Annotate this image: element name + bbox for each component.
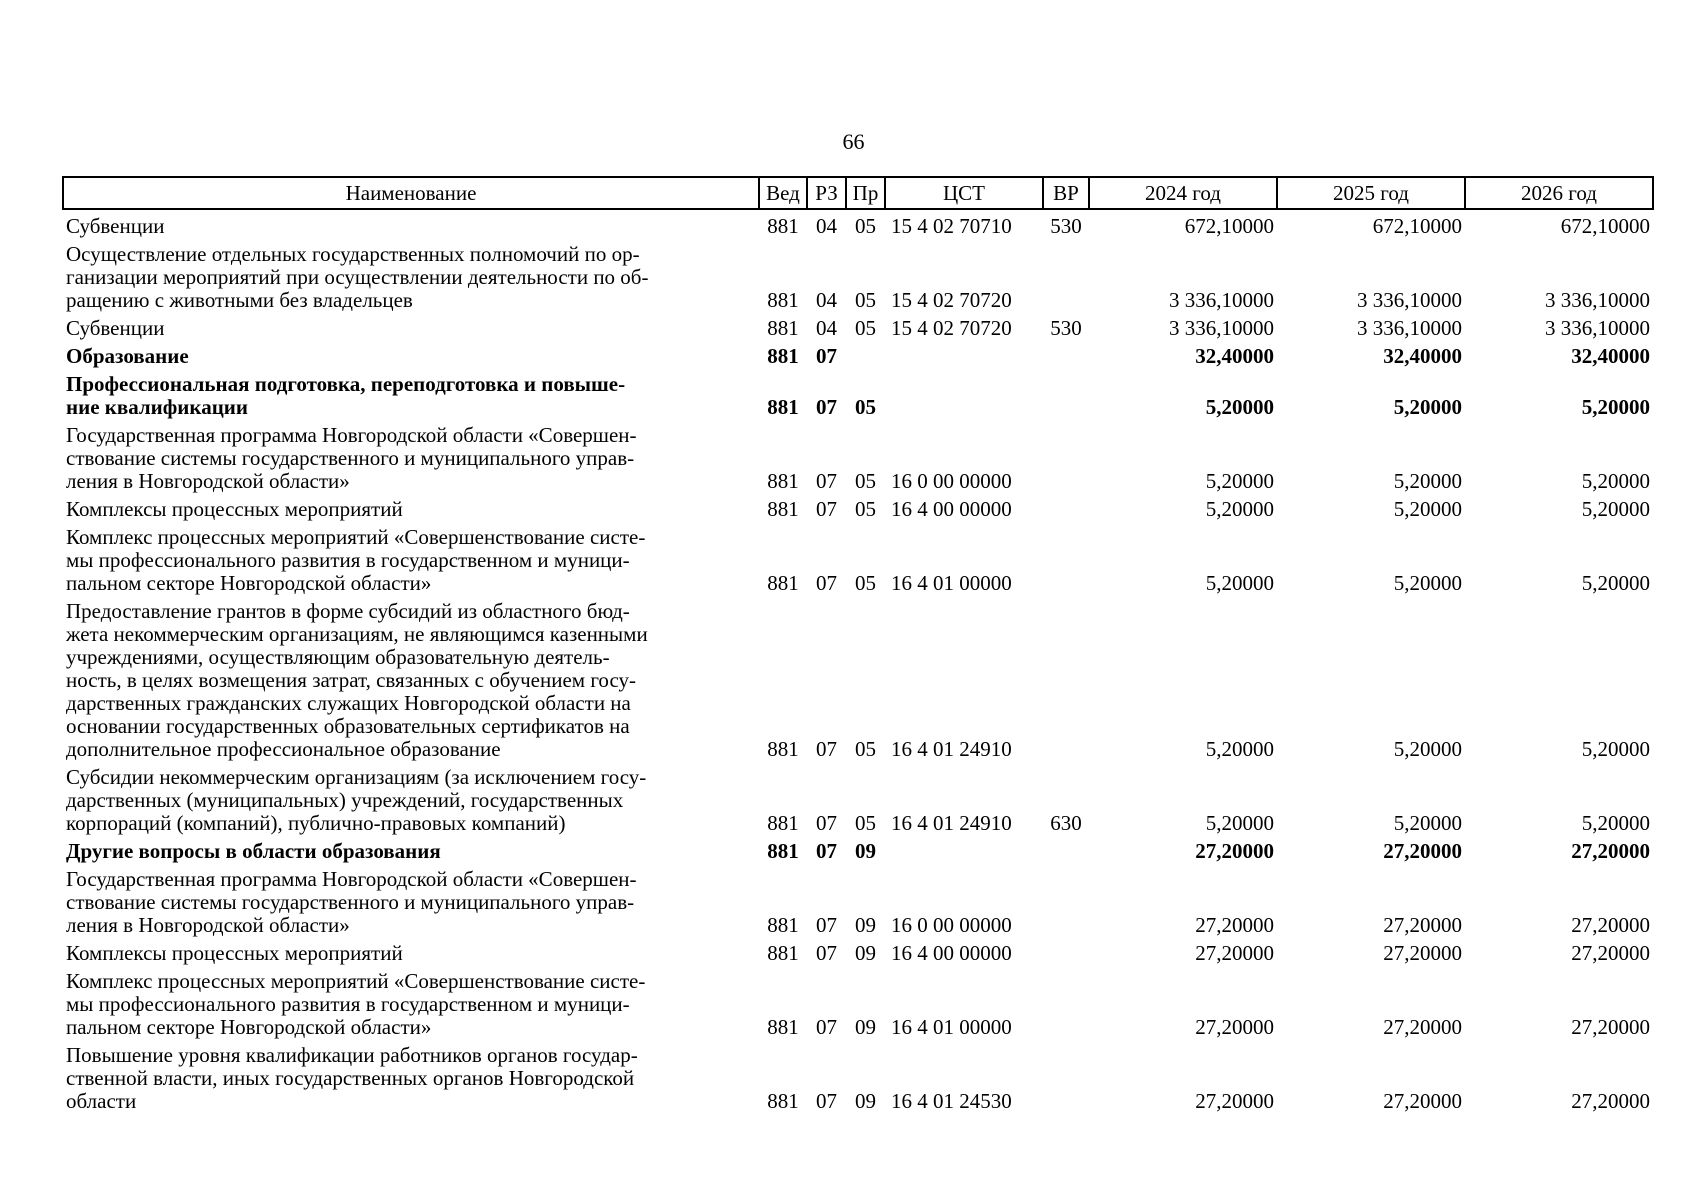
amount-2026-cell: 3 336,10000 <box>1545 316 1650 340</box>
amount-2025-cell: 5,20000 <box>1393 571 1462 595</box>
vr-cell <box>1043 937 1089 965</box>
amount-2026-cell: 27,20000 <box>1571 913 1650 937</box>
pr-cell: 05 <box>855 316 876 340</box>
amount-2026-cell: 5,20000 <box>1581 469 1650 493</box>
table-row <box>63 863 1653 937</box>
name-line: ственной власти, иных государственных органов Новгородской <box>66 1066 635 1090</box>
cst-cell: 16 4 00 00000 <box>891 941 1012 965</box>
name-line: ствование системы государственного и муниципального управ- <box>66 890 635 914</box>
name-cell <box>63 595 759 761</box>
column-header: РЗ <box>807 177 846 209</box>
ved-cell: 881 <box>767 737 799 761</box>
cst-cell: 15 4 02 70710 <box>891 214 1012 238</box>
name-line: Комплекс процессных мероприятий «Совершенствование систе- <box>66 969 646 993</box>
vr-cell: 630 <box>1050 811 1082 835</box>
vr-cell <box>1043 238 1089 312</box>
amount-2025-cell: 32,40000 <box>1383 344 1462 368</box>
table-body <box>63 209 1653 1113</box>
vr-cell <box>1043 340 1089 368</box>
column-header: ВР <box>1043 177 1089 209</box>
amount-2025-cell: 27,20000 <box>1383 839 1462 863</box>
ved-cell: 881 <box>767 214 799 238</box>
name-line: ления в Новгородской области» <box>66 469 350 493</box>
cst-cell: 16 4 01 24530 <box>891 1089 1012 1113</box>
cst-cell <box>885 368 1043 419</box>
name-line: ления в Новгородской области» <box>66 913 350 937</box>
amount-2024-cell: 32,40000 <box>1195 344 1274 368</box>
name-line: Комплексы процессных мероприятий <box>66 941 403 965</box>
amount-2025-cell: 3 336,10000 <box>1357 288 1462 312</box>
table-row <box>63 419 1653 493</box>
name-cell <box>63 312 759 340</box>
amount-2024-cell: 5,20000 <box>1205 395 1274 419</box>
name-line: Субсидии некоммерческим организациям (за исключением госу- <box>66 765 647 789</box>
ved-cell: 881 <box>767 811 799 835</box>
amount-2024-cell: 3 336,10000 <box>1169 288 1274 312</box>
amount-2026-cell: 672,10000 <box>1560 214 1650 238</box>
name-cell <box>63 835 759 863</box>
amount-2025-cell: 672,10000 <box>1372 214 1462 238</box>
vr-cell <box>1043 835 1089 863</box>
pr-cell <box>846 340 885 368</box>
rz-cell: 07 <box>816 571 837 595</box>
name-line: Образование <box>66 344 189 368</box>
table-row <box>63 312 1653 340</box>
name-line: дарственных гражданских служащих Новгородской области на <box>66 691 631 715</box>
name-line: Субвенции <box>66 316 165 340</box>
amount-2026-cell: 27,20000 <box>1571 1015 1650 1039</box>
name-line: ращению с животными без владельцев <box>66 288 413 312</box>
column-header: ЦСТ <box>885 177 1043 209</box>
table-row <box>63 493 1653 521</box>
amount-2024-cell: 3 336,10000 <box>1169 316 1274 340</box>
rz-cell: 07 <box>816 497 837 521</box>
ved-cell: 881 <box>767 395 799 419</box>
pr-cell: 05 <box>855 737 876 761</box>
name-line: Другие вопросы в области образования <box>66 839 441 863</box>
rz-cell: 07 <box>816 811 837 835</box>
pr-cell: 05 <box>855 469 876 493</box>
table-row <box>63 1039 1653 1113</box>
amount-2026-cell: 27,20000 <box>1571 839 1650 863</box>
name-cell <box>63 340 759 368</box>
rz-cell: 04 <box>816 288 837 312</box>
amount-2024-cell: 27,20000 <box>1195 941 1274 965</box>
ved-cell: 881 <box>767 839 799 863</box>
rz-cell: 04 <box>816 214 837 238</box>
amount-2025-cell: 27,20000 <box>1383 1089 1462 1113</box>
table-row <box>63 340 1653 368</box>
table-row <box>63 937 1653 965</box>
table-row <box>63 238 1653 312</box>
vr-cell <box>1043 368 1089 419</box>
cst-cell: 16 4 01 00000 <box>891 571 1012 595</box>
rz-cell: 07 <box>816 839 837 863</box>
cst-cell <box>885 835 1043 863</box>
amount-2024-cell: 27,20000 <box>1195 1089 1274 1113</box>
page-number: 66 <box>842 129 865 154</box>
amount-2025-cell: 5,20000 <box>1393 737 1462 761</box>
name-line: Комплекс процессных мероприятий «Совершенствование систе- <box>66 525 646 549</box>
name-cell <box>63 521 759 595</box>
rz-cell: 07 <box>816 395 837 419</box>
amount-2025-cell: 27,20000 <box>1383 913 1462 937</box>
column-header: 2026 год <box>1465 177 1653 209</box>
amount-2026-cell: 5,20000 <box>1581 811 1650 835</box>
cst-cell: 16 4 01 00000 <box>891 1015 1012 1039</box>
amount-2026-cell: 27,20000 <box>1571 1089 1650 1113</box>
table-row <box>63 595 1653 761</box>
rz-cell: 07 <box>816 1015 837 1039</box>
name-line: основании государственных образовательных сертификатов на <box>66 714 630 738</box>
cst-cell <box>885 340 1043 368</box>
amount-2025-cell: 3 336,10000 <box>1357 316 1462 340</box>
amount-2025-cell: 27,20000 <box>1383 1015 1462 1039</box>
vr-cell <box>1043 419 1089 493</box>
name-line: Государственная программа Новгородской области «Совершен- <box>66 423 637 447</box>
vr-cell <box>1043 965 1089 1039</box>
ved-cell: 881 <box>767 469 799 493</box>
amount-2024-cell: 5,20000 <box>1205 469 1274 493</box>
amount-2026-cell: 5,20000 <box>1581 737 1650 761</box>
name-line: ность, в целях возмещения затрат, связанных с обучением госу- <box>66 668 636 692</box>
ved-cell: 881 <box>767 344 799 368</box>
name-line: Субвенции <box>66 214 165 238</box>
cst-cell: 16 0 00 00000 <box>891 469 1012 493</box>
name-line: Профессиональная подготовка, переподготовка и повыше- <box>66 372 626 396</box>
name-line: дарственных (муниципальных) учреждений, государственных <box>66 788 624 812</box>
name-line: Государственная программа Новгородской области «Совершен- <box>66 867 637 891</box>
name-cell <box>63 937 759 965</box>
table-row <box>63 209 1653 238</box>
name-cell <box>63 965 759 1039</box>
amount-2024-cell: 5,20000 <box>1205 811 1274 835</box>
amount-2025-cell: 5,20000 <box>1393 497 1462 521</box>
vr-cell <box>1043 1039 1089 1113</box>
name-line: Осуществление отдельных государственных полномочий по ор- <box>66 242 640 266</box>
cst-cell: 16 4 00 00000 <box>891 497 1012 521</box>
vr-cell: 530 <box>1050 214 1082 238</box>
amount-2026-cell: 32,40000 <box>1571 344 1650 368</box>
name-cell <box>63 238 759 312</box>
cst-cell: 16 4 01 24910 <box>891 811 1012 835</box>
amount-2025-cell: 5,20000 <box>1393 811 1462 835</box>
amount-2025-cell: 5,20000 <box>1393 395 1462 419</box>
name-line: области <box>66 1089 137 1113</box>
column-header: Пр <box>846 177 885 209</box>
table-row <box>63 965 1653 1039</box>
name-cell <box>63 493 759 521</box>
table-header <box>63 177 1653 209</box>
rz-cell: 07 <box>816 913 837 937</box>
rz-cell: 07 <box>816 1089 837 1113</box>
pr-cell: 09 <box>855 1089 876 1113</box>
table-row <box>63 835 1653 863</box>
vr-cell: 530 <box>1050 316 1082 340</box>
pr-cell: 05 <box>855 497 876 521</box>
amount-2025-cell: 27,20000 <box>1383 941 1462 965</box>
rz-cell: 07 <box>816 737 837 761</box>
ved-cell: 881 <box>767 913 799 937</box>
name-line: Комплексы процессных мероприятий <box>66 497 403 521</box>
name-line: Повышение уровня квалификации работников органов государ- <box>66 1043 638 1067</box>
name-cell <box>63 1039 759 1113</box>
cst-cell: 15 4 02 70720 <box>891 316 1012 340</box>
vr-cell <box>1043 863 1089 937</box>
ved-cell: 881 <box>767 288 799 312</box>
rz-cell: 04 <box>816 316 837 340</box>
amount-2026-cell: 27,20000 <box>1571 941 1650 965</box>
name-line: мы профессионального развития в государственном и муници- <box>66 992 630 1016</box>
table-row <box>63 761 1653 835</box>
pr-cell: 05 <box>855 288 876 312</box>
vr-cell <box>1043 493 1089 521</box>
amount-2025-cell: 5,20000 <box>1393 469 1462 493</box>
vr-cell <box>1043 521 1089 595</box>
name-cell <box>63 863 759 937</box>
pr-cell: 09 <box>855 913 876 937</box>
name-line: корпораций (компаний), публично-правовых компаний) <box>66 811 566 835</box>
name-cell <box>63 761 759 835</box>
amount-2024-cell: 5,20000 <box>1205 737 1274 761</box>
name-line: учреждениями, осуществляющим образовательную деятель- <box>66 645 610 669</box>
rz-cell: 07 <box>816 344 837 368</box>
amount-2026-cell: 5,20000 <box>1581 497 1650 521</box>
name-line: дополнительное профессиональное образование <box>66 737 501 761</box>
amount-2026-cell: 5,20000 <box>1581 571 1650 595</box>
name-line: ствование системы государственного и муниципального управ- <box>66 446 635 470</box>
table-row <box>63 521 1653 595</box>
pr-cell: 09 <box>855 839 876 863</box>
cst-cell: 15 4 02 70720 <box>891 288 1012 312</box>
budget-table <box>62 176 1654 1113</box>
name-line: пальном секторе Новгородской области» <box>66 571 432 595</box>
amount-2024-cell: 27,20000 <box>1195 913 1274 937</box>
pr-cell: 09 <box>855 941 876 965</box>
amount-2024-cell: 672,10000 <box>1184 214 1274 238</box>
pr-cell: 09 <box>855 1015 876 1039</box>
pr-cell: 05 <box>855 571 876 595</box>
vr-cell <box>1043 595 1089 761</box>
amount-2026-cell: 5,20000 <box>1581 395 1650 419</box>
column-header: 2025 год <box>1277 177 1465 209</box>
name-line: ганизации мероприятий при осуществлении деятельности по об- <box>66 265 649 289</box>
ved-cell: 881 <box>767 571 799 595</box>
pr-cell: 05 <box>855 395 876 419</box>
name-line: пальном секторе Новгородской области» <box>66 1015 432 1039</box>
name-cell <box>63 419 759 493</box>
column-header: Наименование <box>63 177 759 209</box>
cst-cell: 16 4 01 24910 <box>891 737 1012 761</box>
ved-cell: 881 <box>767 1089 799 1113</box>
name-cell <box>63 368 759 419</box>
ved-cell: 881 <box>767 1015 799 1039</box>
column-header: 2024 год <box>1089 177 1277 209</box>
table-row <box>63 368 1653 419</box>
amount-2024-cell: 27,20000 <box>1195 839 1274 863</box>
ved-cell: 881 <box>767 316 799 340</box>
pr-cell: 05 <box>855 811 876 835</box>
amount-2026-cell: 3 336,10000 <box>1545 288 1650 312</box>
name-cell <box>63 209 759 238</box>
name-line: ние квалификации <box>66 395 248 419</box>
rz-cell: 07 <box>816 469 837 493</box>
amount-2024-cell: 5,20000 <box>1205 497 1274 521</box>
ved-cell: 881 <box>767 941 799 965</box>
rz-cell: 07 <box>816 941 837 965</box>
cst-cell: 16 0 00 00000 <box>891 913 1012 937</box>
ved-cell: 881 <box>767 497 799 521</box>
amount-2024-cell: 27,20000 <box>1195 1015 1274 1039</box>
name-line: мы профессионального развития в государственном и муници- <box>66 548 630 572</box>
name-line: жета некоммерческим организациям, не являющимся казенными <box>66 622 648 646</box>
amount-2024-cell: 5,20000 <box>1205 571 1274 595</box>
column-header: Вед <box>759 177 807 209</box>
name-line: Предоставление грантов в форме субсидий из областного бюд- <box>66 599 630 623</box>
pr-cell: 05 <box>855 214 876 238</box>
